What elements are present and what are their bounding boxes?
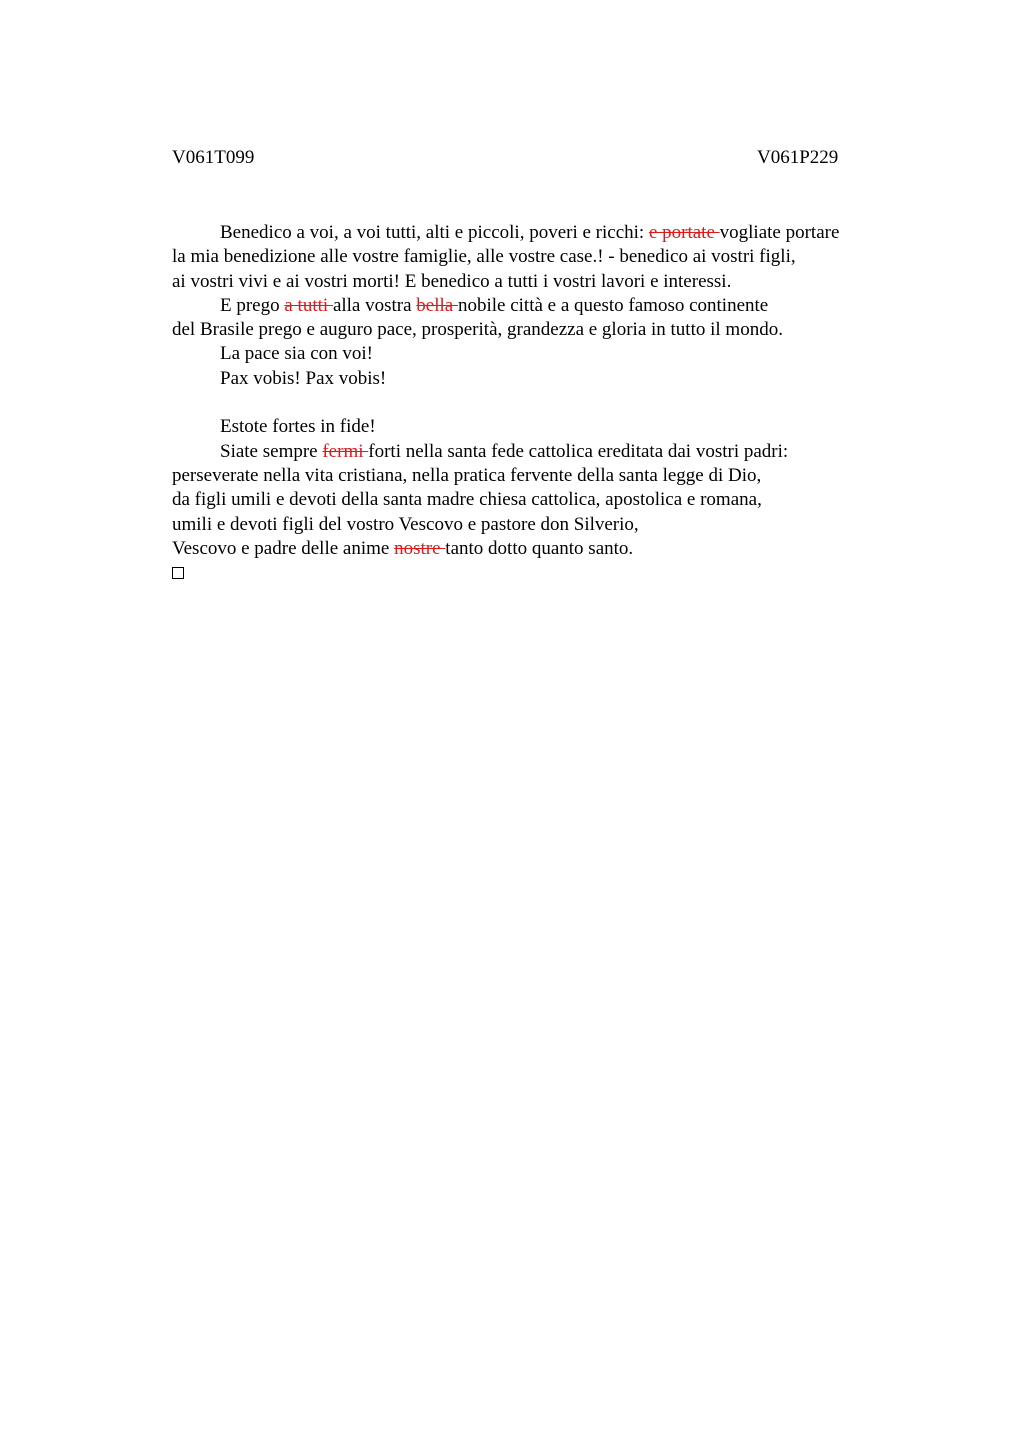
document-code-right: V061P229 xyxy=(757,147,839,168)
text-line: Pax vobis! Pax vobis! xyxy=(220,367,387,389)
struck-text: nostre xyxy=(394,537,446,559)
document-body xyxy=(172,221,932,585)
text-line: umili e devoti figli del vostro Vescovo e pastore don Silverio, xyxy=(172,513,639,535)
text-line: perseverate nella vita cristiana, nella pratica fervente della santa legge di Dio, xyxy=(172,464,762,486)
text-span: Vescovo e padre delle anime xyxy=(172,537,395,559)
struck-text: fermi xyxy=(322,440,369,462)
struck-text: a tutti xyxy=(284,294,333,316)
text-line xyxy=(172,440,932,464)
text-span: Benedico a voi, a voi tutti, alti e piccoli, poveri e ricchi: xyxy=(220,222,649,243)
struck-text: bella xyxy=(416,294,458,316)
text-span: E prego xyxy=(220,294,285,316)
text-span: tanto dotto quanto santo. xyxy=(445,537,634,559)
text-span: Siate sempre xyxy=(220,440,323,462)
text-span: forti nella santa fede cattolica ereditata dai vostri padri: xyxy=(368,440,789,462)
text-line xyxy=(172,294,932,318)
text-line xyxy=(172,537,932,561)
text-line: la mia benedizione alle vostre famiglie, alle vostre case.! - benedico ai vostri figli, xyxy=(172,246,796,268)
blank-line xyxy=(172,391,932,415)
document-code-left: V061T099 xyxy=(172,147,255,168)
text-line: del Brasile prego e auguro pace, prosperità, grandezza e gloria in tutto il mondo. xyxy=(172,319,783,341)
end-marker-line xyxy=(172,561,932,585)
text-line: Estote fortes in fide! xyxy=(220,416,376,438)
text-span: alla vostra xyxy=(332,294,417,316)
struck-text: e portate xyxy=(648,222,720,243)
empty-square-icon xyxy=(172,567,184,579)
text-span: vogliate portare xyxy=(719,222,840,243)
text-line xyxy=(172,221,932,245)
text-line: La pace sia con voi! xyxy=(220,343,373,365)
text-line: ai vostri vivi e ai vostri morti! E benedico a tutti i vostri lavori e interessi. xyxy=(172,270,732,292)
text-span: nobile città e a questo famoso continente xyxy=(457,294,769,316)
text-line: da figli umili e devoti della santa madre chiesa cattolica, apostolica e romana, xyxy=(172,489,762,511)
